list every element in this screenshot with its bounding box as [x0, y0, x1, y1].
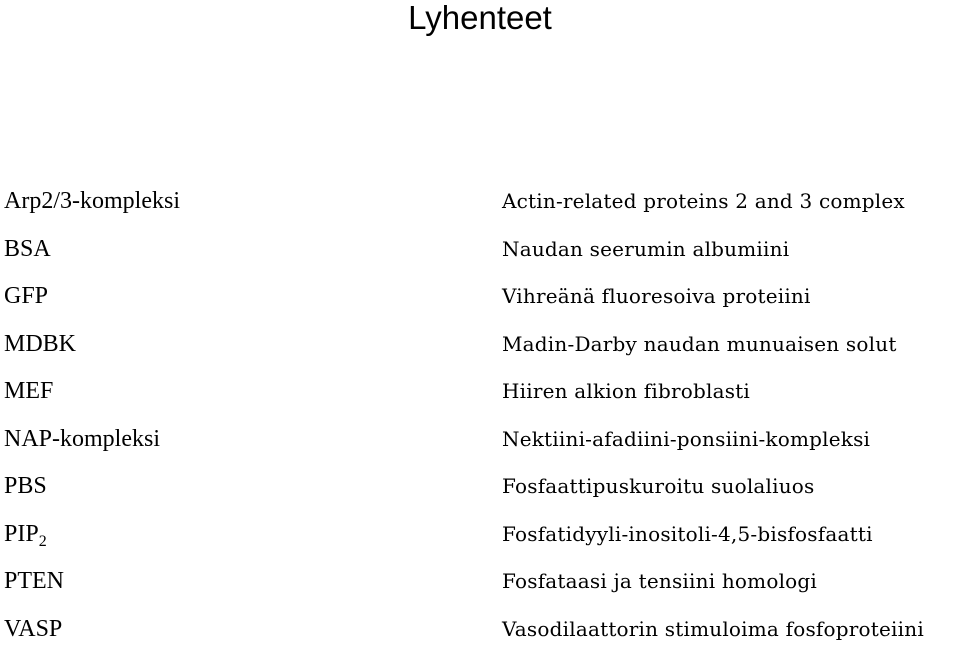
abbreviation-row: [0, 234, 960, 282]
abbreviation-term: PTEN: [4, 566, 64, 604]
page-title: Lyhenteet: [0, 0, 960, 36]
abbreviation-row: [0, 471, 960, 519]
abbreviation-definition: Vihreänä fluoresoiva proteiini: [502, 281, 811, 311]
abbreviation-row: [0, 614, 960, 661]
abbreviation-definition: Fosfaattipuskuroitu suolaliuos: [502, 471, 815, 501]
abbreviation-row: [0, 281, 960, 329]
abbreviation-row: [0, 186, 960, 234]
abbreviation-term: MEF: [4, 376, 53, 414]
abbreviation-row: [0, 376, 960, 424]
abbreviation-term: VASP: [4, 614, 62, 652]
abbreviation-row: [0, 329, 960, 377]
abbreviation-term: $PIP_2$: [4, 519, 47, 557]
abbreviation-term: Arp2/3-kompleksi: [4, 186, 180, 224]
abbreviation-row: [0, 566, 960, 614]
abbreviation-row: [0, 424, 960, 472]
abbreviation-row: [0, 519, 960, 567]
abbreviation-definition: Actin-related proteins 2 and 3 complex: [502, 186, 905, 216]
abbreviation-term: NAP-kompleksi: [4, 424, 160, 462]
abbreviation-definition: Naudan seerumin albumiini: [502, 234, 789, 264]
abbreviation-definition: Fosfataasi ja tensiini homologi: [502, 566, 817, 596]
abbreviation-term: GFP: [4, 281, 48, 319]
abbreviation-term: MDBK: [4, 329, 76, 367]
abbreviation-definition: Nektiini-afadiini-ponsiini-kompleksi: [502, 424, 870, 454]
abbreviation-definition: Vasodilaattorin stimuloima fosfoproteiini: [502, 614, 924, 644]
abbreviation-definition: Hiiren alkion fibroblasti: [502, 376, 750, 406]
abbreviation-term: PBS: [4, 471, 47, 509]
abbreviation-definition: Madin-Darby naudan munuaisen solut: [502, 329, 897, 359]
abbreviation-term: BSA: [4, 234, 51, 272]
abbreviation-list: [0, 186, 960, 661]
abbreviation-definition: Fosfatidyyli-inositoli-4,5-bisfosfaatti: [502, 519, 873, 549]
